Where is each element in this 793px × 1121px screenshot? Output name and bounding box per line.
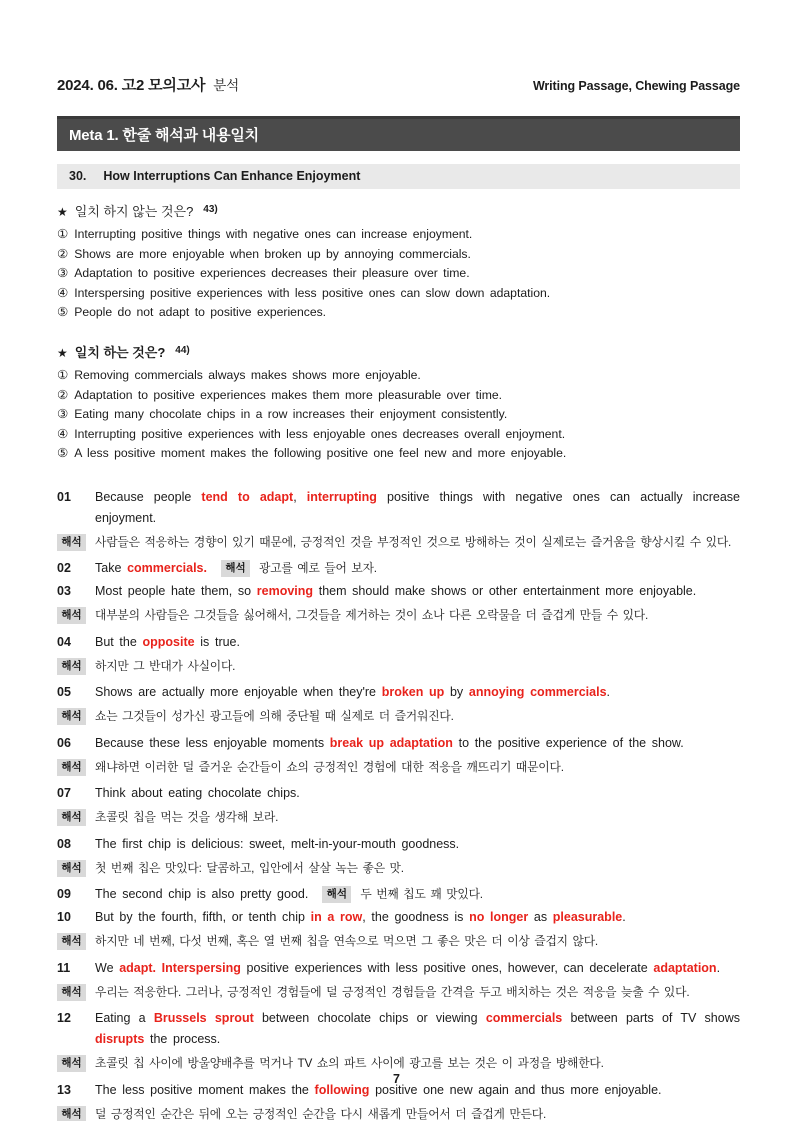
text-segment: The second chip is also pretty good. <box>95 887 309 902</box>
interp-row <box>57 705 740 727</box>
option <box>57 405 740 425</box>
sentence-row <box>57 783 740 804</box>
interp-badge: 해석 <box>221 560 250 577</box>
option <box>57 284 740 304</box>
text-segment: Most people hate them, so <box>95 584 257 599</box>
interp-badge: 해석 <box>57 809 86 826</box>
highlighted-segment: opposite <box>142 634 195 649</box>
interp-text: 덜 긍정적인 순간은 뒤에 오는 긍정적인 순간을 다시 새롭게 만들어서 더 즐겁게 만든다. <box>95 1106 547 1121</box>
sentence-text <box>95 581 740 602</box>
text-segment: positive one new again and thus more enjoyable. <box>369 1082 662 1097</box>
text-segment: by <box>444 685 469 700</box>
interp-badge: 해석 <box>57 984 86 1001</box>
option <box>57 366 740 386</box>
sentence-row <box>57 682 740 703</box>
exam-title-main: 2024. 06. 고2 모의고사 <box>57 77 206 94</box>
options-list <box>57 366 740 464</box>
question-prompt <box>57 201 740 221</box>
highlighted-segment: removing <box>256 584 314 599</box>
interp-text: 사람들은 적응하는 경향이 있기 때문에, 긍정적인 것을 부정적인 것으로 방해하는 것이 실제로는 즐거움을 향상시킬 수 있다. <box>95 534 732 549</box>
interp-text: 하지만 네 번째, 다섯 번째, 혹은 열 번째 칩을 연속으로 먹으면 그 좋은 맛은 더 이상 즐겁지 않다. <box>95 934 598 949</box>
highlighted-segment: commercials <box>485 1011 563 1026</box>
text-segment: Because people <box>95 489 202 504</box>
option <box>57 444 740 464</box>
sentence-number: 01 <box>57 489 71 504</box>
text-segment: is true. <box>194 634 240 649</box>
text-segment: between parts of TV shows <box>562 1011 740 1026</box>
text-segment: the process. <box>144 1032 221 1047</box>
highlighted-segment: following <box>314 1082 370 1097</box>
text-segment: , the goodness is <box>362 910 470 925</box>
highlighted-segment: broken up <box>381 685 445 700</box>
sentence-number: 13 <box>57 1082 71 1097</box>
option-text: People do not adapt to positive experiences. <box>74 305 327 320</box>
option-text: Adaptation to positive experiences makes them more pleasurable over time. <box>74 387 503 402</box>
sentence-row <box>57 733 740 754</box>
option <box>57 245 740 265</box>
interp-text: 초콜릿 칩 사이에 방울양배추를 먹거나 TV 쇼의 파트 사이에 광고를 보는 것은 이 과정을 방해한다. <box>95 1056 604 1071</box>
text-segment: . <box>606 685 611 700</box>
text-segment: The first chip is delicious: sweet, melt-in-your-mouth goodness. <box>95 836 460 851</box>
option <box>57 264 740 284</box>
interp-badge: 해석 <box>57 1055 86 1072</box>
highlighted-segment: in a row <box>310 910 363 925</box>
interp-badge: 해석 <box>57 860 86 877</box>
interp-row <box>57 531 740 553</box>
highlighted-segment: no longer <box>469 910 529 925</box>
passage-label: Writing Passage, Chewing Passage <box>532 79 740 93</box>
highlighted-segment: disrupts <box>95 1032 145 1047</box>
text-segment: , <box>293 489 307 504</box>
interp-row <box>57 1052 740 1074</box>
text-segment: between chocolate chips or viewing <box>253 1011 486 1026</box>
option <box>57 225 740 245</box>
sentence-row <box>57 487 740 529</box>
exam-title <box>57 74 239 95</box>
option-marker: ③ <box>57 407 69 422</box>
interp-text: 첫 번째 칩은 맛있다: 달콤하고, 입안에서 살살 녹는 좋은 맛. <box>95 860 404 875</box>
text-segment: to the positive experience of the show. <box>452 735 684 750</box>
text-segment: positive experiences with less positive ones, however, can decelerate <box>240 960 654 975</box>
interp-text: 광고를 예로 들어 보자. <box>259 561 377 576</box>
option-marker: ① <box>57 367 69 382</box>
interp-badge: 해석 <box>322 886 351 903</box>
option-marker: ⑤ <box>57 305 69 320</box>
question-block <box>57 342 740 464</box>
text-segment: We <box>95 960 120 975</box>
text-segment: them should make shows or other entertainment more enjoyable. <box>313 584 697 599</box>
text-segment: Shows are actually more enjoyable when they're <box>95 685 382 700</box>
text-segment: Because these less enjoyable moments <box>95 735 330 750</box>
text-segment: positive things with negative ones can actually increase enjoyment. <box>95 489 740 525</box>
text-segment: But the <box>95 634 143 649</box>
text-segment: Eating a <box>95 1011 154 1026</box>
sentence-text <box>95 632 740 653</box>
highlighted-segment: break up adaptation <box>329 735 453 750</box>
interp-row <box>57 806 740 828</box>
highlighted-segment: Brussels sprout <box>153 1011 254 1026</box>
option-text: Interrupting positive things with negative ones can increase enjoyment. <box>74 227 473 241</box>
highlighted-segment: annoying commercials <box>468 685 607 700</box>
sentence-number: 09 <box>57 887 71 902</box>
interp-badge: 해석 <box>57 607 86 624</box>
sentence-text <box>95 907 740 928</box>
text-segment: But by the fourth, fifth, or tenth chip <box>95 910 311 925</box>
sentence-text <box>95 834 740 855</box>
interp-text: 대부분의 사람들은 그것들을 싫어해서, 그것들을 제거하는 것이 쇼나 다른 오락물을 더 즐겁게 만들 수 있다. <box>95 608 649 623</box>
interp-badge: 해석 <box>57 1106 86 1121</box>
option-text: Interrupting positive experiences with less enjoyable ones decreases overall enjoyment. <box>74 426 566 441</box>
sentence-text <box>95 487 740 529</box>
text-segment: Think about eating chocolate chips. <box>95 786 300 801</box>
option-marker: ⑤ <box>57 446 69 461</box>
section-number: 30. <box>69 169 87 183</box>
option <box>57 386 740 406</box>
question-number-ref: 43) <box>203 204 218 215</box>
highlighted-segment: adapt. Interspersing <box>119 960 241 975</box>
text-segment: The less positive moment makes the <box>95 1082 315 1097</box>
highlighted-segment: interrupting <box>306 489 377 504</box>
option-marker: ④ <box>57 426 69 441</box>
option-marker: ① <box>57 227 69 241</box>
meta-banner: Meta 1. 한줄 해석과 내용일치 <box>57 116 740 151</box>
sentence-number: 08 <box>57 836 71 851</box>
page-header <box>57 74 740 95</box>
highlighted-segment: pleasurable <box>552 910 623 925</box>
text-segment: . <box>716 960 721 975</box>
questions-container <box>57 201 740 464</box>
interp-row <box>57 604 740 626</box>
sentence-number: 07 <box>57 786 71 801</box>
question-block <box>57 201 740 323</box>
interp-text: 두 번째 칩도 꽤 맛있다. <box>360 887 483 902</box>
sentence-number: 06 <box>57 735 71 750</box>
option-marker: ④ <box>57 285 69 300</box>
interp-row <box>57 756 740 778</box>
sentence-row <box>57 632 740 653</box>
interp-text: 우리는 적응한다. 그러나, 긍정적인 경험들에 덜 긍정적인 경험들을 간격을 두고 배치하는 것은 적응을 늦출 수 있다. <box>95 984 690 999</box>
sentence-text <box>95 682 740 703</box>
highlighted-segment: adaptation <box>653 960 717 975</box>
interp-row <box>57 981 740 1003</box>
interp-row <box>57 1103 740 1121</box>
sentence-row <box>57 1008 740 1050</box>
sentence-number: 11 <box>57 960 71 975</box>
option-text: A less positive moment makes the following positive one feel new and more enjoyable. <box>74 446 567 461</box>
interp-badge: 해석 <box>57 933 86 950</box>
option-text: Interspersing positive experiences with less positive ones can slow down adaptation. <box>74 285 551 300</box>
star-icon: ★ <box>57 345 68 360</box>
text-segment: Take <box>95 561 128 576</box>
sentence-row <box>57 884 740 905</box>
sentences-container <box>57 487 740 1121</box>
option-marker: ② <box>57 246 69 261</box>
sentence-number: 04 <box>57 634 71 649</box>
sentence-number: 10 <box>57 910 71 925</box>
star-icon: ★ <box>57 205 68 219</box>
question-number-ref: 44) <box>175 344 190 356</box>
interp-text: 초콜릿 칩을 먹는 것을 생각해 보라. <box>95 810 279 825</box>
option <box>57 425 740 445</box>
sentence-text <box>95 558 740 579</box>
text-segment: as <box>528 910 553 925</box>
question-text: 일치 하지 않는 것은? <box>74 204 194 219</box>
page-number: 7 <box>393 1072 400 1086</box>
question-prompt <box>57 342 740 362</box>
section-title: How Interruptions Can Enhance Enjoyment <box>103 169 361 183</box>
option-text: Shows are more enjoyable when broken up by annoying commercials. <box>74 246 471 261</box>
sentence-text <box>95 1008 740 1050</box>
sentence-text <box>95 958 740 979</box>
option <box>57 303 740 323</box>
interp-text: 왜냐하면 이러한 덜 즐거운 순간들이 쇼의 긍정적인 경험에 대한 적응을 깨뜨리기 때문이다. <box>95 759 564 774</box>
interp-badge: 해석 <box>57 759 86 776</box>
highlighted-segment: tend to adapt <box>201 489 294 504</box>
interp-text: 하지만 그 반대가 사실이다. <box>95 658 236 673</box>
highlighted-segment: commercials. <box>127 561 207 576</box>
sentence-row <box>57 907 740 928</box>
sentence-number: 05 <box>57 685 71 700</box>
option-marker: ③ <box>57 266 69 281</box>
interp-row <box>57 655 740 677</box>
sentence-row <box>57 558 740 579</box>
sentence-text <box>95 783 740 804</box>
sentence-row <box>57 834 740 855</box>
options-list <box>57 225 740 323</box>
sentence-text <box>95 733 740 754</box>
interp-badge: 해석 <box>57 708 86 725</box>
section-title-bar <box>57 164 740 189</box>
option-text: Adaptation to positive experiences decreases their pleasure over time. <box>74 266 470 281</box>
option-text: Eating many chocolate chips in a row increases their enjoyment consistently. <box>74 407 508 422</box>
question-text: 일치 하는 것은? <box>74 344 166 360</box>
exam-title-suffix: 분석 <box>213 78 239 93</box>
option-text: Removing commercials always makes shows more enjoyable. <box>74 367 421 382</box>
sentence-number: 03 <box>57 584 71 599</box>
option-marker: ② <box>57 387 69 402</box>
interp-text: 쇼는 그것들이 성가신 광고들에 의해 중단될 때 실제로 더 즐거워진다. <box>95 709 454 724</box>
text-segment: . <box>622 910 626 925</box>
sentence-row <box>57 958 740 979</box>
interp-row <box>57 857 740 879</box>
sentence-number: 12 <box>57 1011 71 1026</box>
sentence-text <box>95 884 740 905</box>
interp-row <box>57 930 740 952</box>
sentence-row <box>57 581 740 602</box>
interp-badge: 해석 <box>57 534 86 551</box>
sentence-number: 02 <box>57 561 71 576</box>
interp-badge: 해석 <box>57 658 86 675</box>
